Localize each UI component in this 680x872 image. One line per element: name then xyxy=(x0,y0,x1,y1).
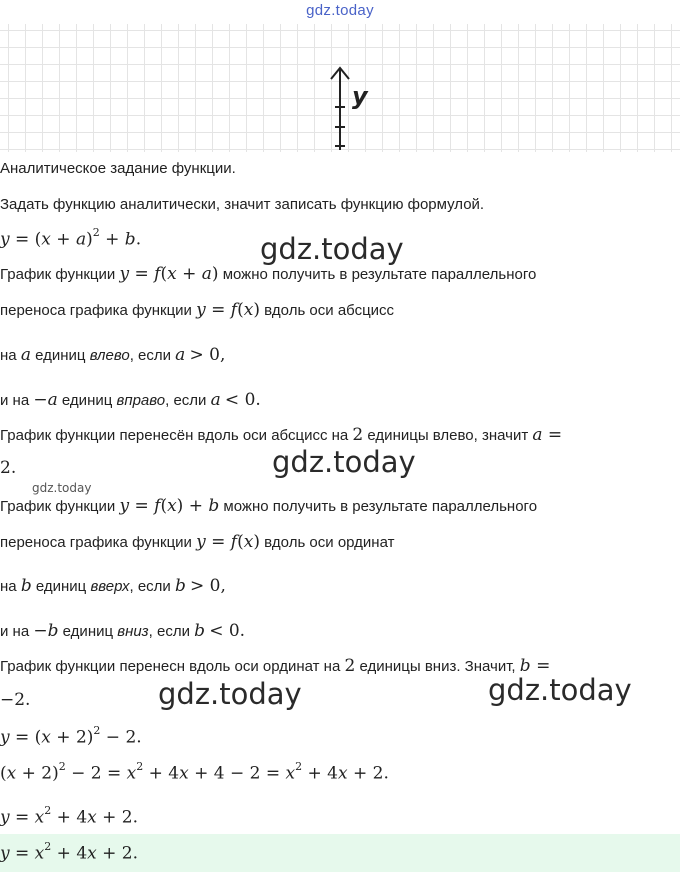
answer-formula: $y = x^2 + 4x + 2$. xyxy=(0,840,139,864)
shift-y-rule-2: переноса графика функции y = f(x) вдоль оси ординат xyxy=(0,532,395,552)
definition: Задать функцию аналитически, значит записать функцию формулой. xyxy=(0,196,485,213)
formula-result: $y = x^2 + 4x + 2$. xyxy=(0,804,139,828)
shift-left-rule: на a единиц влево, если a > 0, xyxy=(0,345,226,365)
watermark: gdz.today xyxy=(272,445,416,479)
conclusion-x-value: 2. xyxy=(0,458,17,478)
watermark-top: gdz.today xyxy=(306,2,374,19)
shift-right-rule: и на −a единиц вправо, если a < 0. xyxy=(0,390,261,410)
shift-x-rule-2: переноса графика функции y = f(x) вдоль оси абсцисс xyxy=(0,300,395,320)
general-formula: $y = (x + a)^2 + b$. xyxy=(0,226,142,250)
shift-y-rule: График функции y = f(x) + b можно получить в результате параллельного xyxy=(0,496,538,516)
watermark: gdz.today xyxy=(158,677,302,711)
conclusion-y-value: −2. xyxy=(0,690,31,710)
watermark: gdz.today xyxy=(488,673,632,707)
shift-down-rule: и на −b единиц вниз, если b < 0. xyxy=(0,621,246,641)
watermark-small: gdz.today xyxy=(32,481,92,495)
y-axis-icon xyxy=(328,64,352,152)
watermark: gdz.today xyxy=(260,232,404,266)
heading: Аналитическое задание функции. xyxy=(0,160,236,177)
shift-up-rule: на b единиц вверх, если b > 0, xyxy=(0,576,226,596)
formula-expanded: $(x + 2)^2 - 2 = x^2 + 4x + 4 - 2 = x^2 + 4x + 2$. xyxy=(0,760,389,784)
shift-x-rule: График функции y = f(x + a) можно получить в результате параллельного xyxy=(0,264,537,284)
conclusion-x: График функции перенесён вдоль оси абсцисс на 2 единицы влево, значит a = xyxy=(0,425,563,445)
conclusion-y: График функции перенесн вдоль оси ординат на 2 единицы вниз. Значит, b = xyxy=(0,656,551,676)
y-axis-label: y xyxy=(352,82,368,110)
formula-substituted: $y = (x + 2)^2 - 2$. xyxy=(0,724,142,748)
